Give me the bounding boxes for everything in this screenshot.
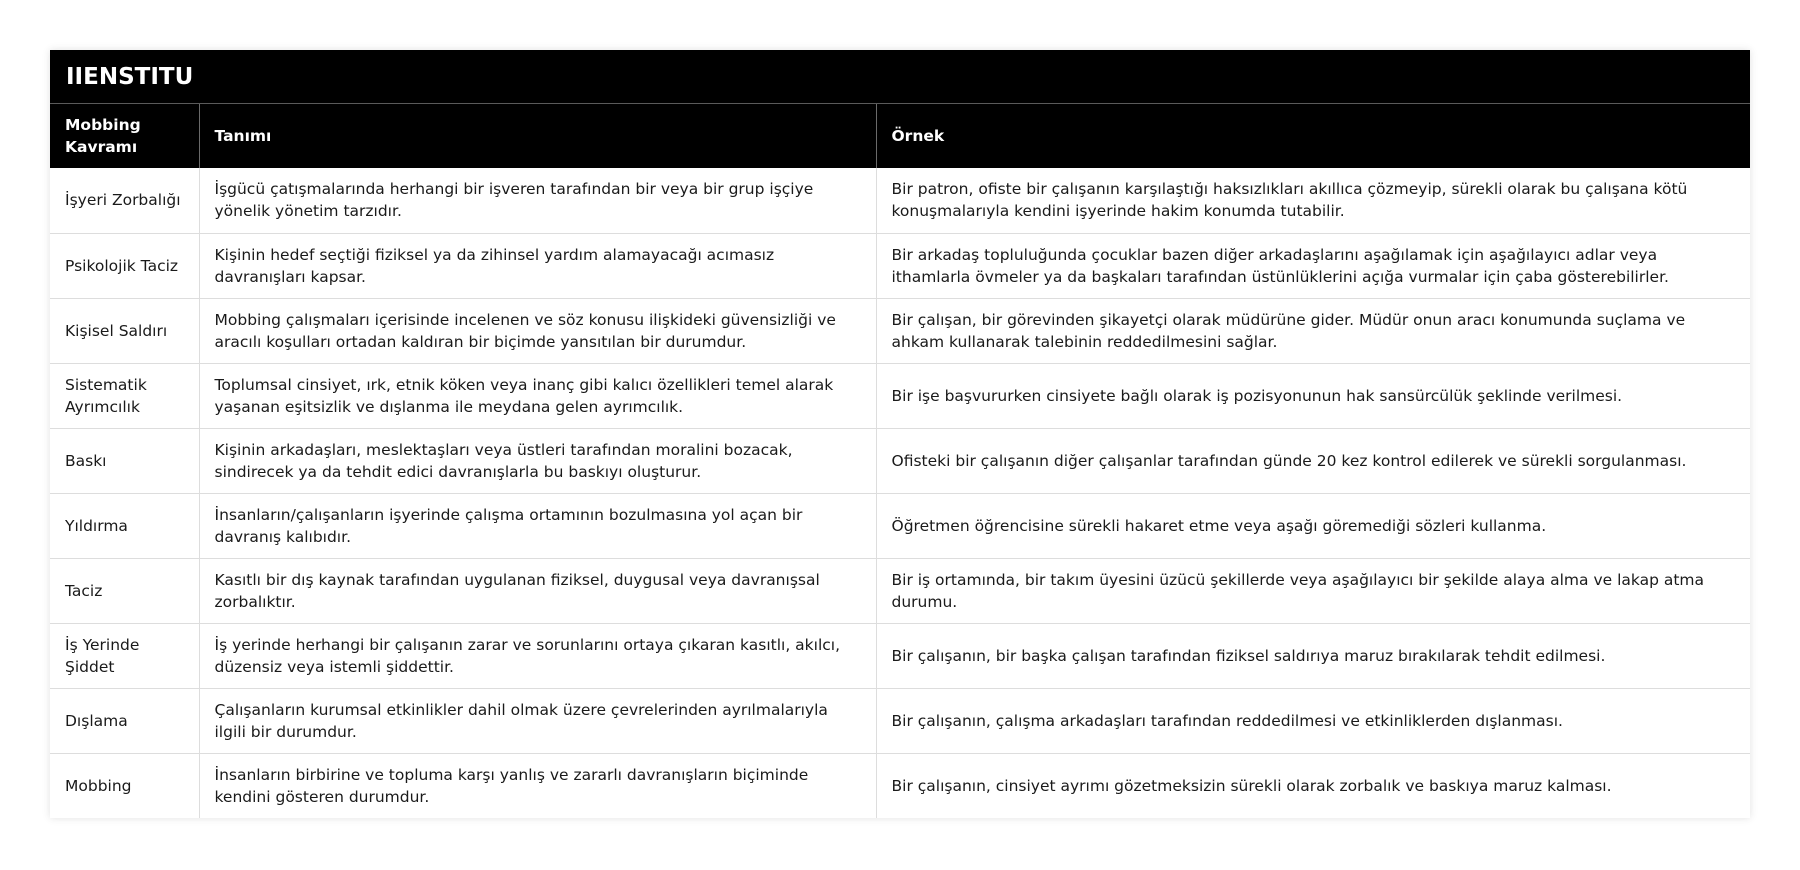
table-row — [50, 623, 1750, 688]
cell-definition: Çalışanların kurumsal etkinlikler dahil olmak üzere çevrelerinden ayrılmalarıyla ilgili bir durumdur. — [199, 688, 876, 753]
cell-concept: Sistematik Ayrımcılık — [50, 363, 199, 428]
cell-definition: Mobbing çalışmaları içerisinde incelenen ve söz konusu ilişkideki güvensizliği ve aracılı koşulları ortadan kaldıran bir biçimde yansıtılan bir durumdur. — [199, 298, 876, 363]
table-row — [50, 428, 1750, 493]
cell-definition: İş yerinde herhangi bir çalışanın zarar ve sorunlarını ortaya çıkaran kasıtlı, akılcı, düzensiz veya istemli şiddettir. — [199, 623, 876, 688]
column-header-definition: Tanımı — [199, 104, 876, 168]
cell-concept: Psikolojik Taciz — [50, 233, 199, 298]
cell-example: Ofisteki bir çalışanın diğer çalışanlar tarafından günde 20 kez kontrol edilerek ve sürekli sorgulanması. — [876, 428, 1750, 493]
cell-example: Bir çalışanın, cinsiyet ayrımı gözetmeksizin sürekli olarak zorbalık ve baskıya maruz kalması. — [876, 753, 1750, 818]
column-header-example: Örnek — [876, 104, 1750, 168]
table-row — [50, 558, 1750, 623]
table-row — [50, 168, 1750, 233]
cell-example: Bir iş ortamında, bir takım üyesini üzücü şekillerde veya aşağılayıcı bir şekilde alaya alma ve lakap atma durumu. — [876, 558, 1750, 623]
cell-concept: Dışlama — [50, 688, 199, 753]
table-row — [50, 363, 1750, 428]
cell-concept: Mobbing — [50, 753, 199, 818]
cell-concept: İş Yerinde Şiddet — [50, 623, 199, 688]
cell-example: Bir arkadaş topluluğunda çocuklar bazen diğer arkadaşlarını aşağılamak için aşağılayıcı adlar veya ithamlarla övmeler ya da başkaları tarafından üstünlüklerini açığa vurmalar için çaba gösterebilirler. — [876, 233, 1750, 298]
cell-concept: Taciz — [50, 558, 199, 623]
cell-example: Bir işe başvururken cinsiyete bağlı olarak iş pozisyonunun hak sansürcülük şeklinde verilmesi. — [876, 363, 1750, 428]
cell-example: Bir patron, ofiste bir çalışanın karşılaştığı haksızlıkları akıllıca çözmeyip, sürekli olarak bu çalışana kötü konuşmalarıyla kendini işyerinde hakim konumda tutabilir. — [891, 180, 1688, 221]
cell-example: Bir çalışan, bir görevinden şikayetçi olarak müdürüne gider. Müdür onun aracı konumunda suçlama ve ahkam kullanarak talebinin reddedilmesini sağlar. — [876, 298, 1750, 363]
table-title: IIENSTITU — [50, 50, 1750, 104]
cell-definition: Kişinin hedef seçtiği fiziksel ya da zihinsel yardım alamayacağı acımasız davranışları kapsar. — [199, 233, 876, 298]
cell-concept: İşyeri Zorbalığı — [50, 168, 199, 233]
table-row — [50, 753, 1750, 818]
cell-concept: Baskı — [50, 428, 199, 493]
mobbing-table-card — [50, 50, 1750, 818]
cell-concept: Yıldırma — [50, 493, 199, 558]
table-row — [50, 233, 1750, 298]
table-row — [50, 688, 1750, 753]
cell-definition: İşgücü çatışmalarında herhangi bir işveren tarafından bir veya bir grup işçiye yönelik yönetim tarzıdır. — [199, 168, 876, 233]
cell-concept: Kişisel Saldırı — [50, 298, 199, 363]
table-row — [50, 493, 1750, 558]
column-header-concept: Mobbing Kavramı — [50, 104, 199, 168]
cell-example: Öğretmen öğrencisine sürekli hakaret etme veya aşağı göremediği sözleri kullanma. — [876, 493, 1750, 558]
table-row — [50, 298, 1750, 363]
cell-definition: İnsanların birbirine ve topluma karşı yanlış ve zararlı davranışların biçiminde kendini gösteren durumdur. — [199, 753, 876, 818]
cell-definition: Toplumsal cinsiyet, ırk, etnik köken veya inanç gibi kalıcı özellikleri temel alarak yaşanan eşitsizlik ve dışlanma ile meydana gelen ayrımcılık. — [199, 363, 876, 428]
table-header-row — [50, 104, 1750, 168]
cell-definition: Kişinin arkadaşları, meslektaşları veya üstleri tarafından moralini bozacak, sindirecek ya da tehdit edici davranışlarla bu baskıyı oluşturur. — [199, 428, 876, 493]
cell-definition: Kasıtlı bir dış kaynak tarafından uygulanan fiziksel, duygusal veya davranışsal zorbalıktır. — [199, 558, 876, 623]
cell-example: Bir çalışanın, bir başka çalışan tarafından fiziksel saldırıya maruz bırakılarak tehdit edilmesi. — [876, 623, 1750, 688]
cell-example: Bir çalışanın, çalışma arkadaşları tarafından reddedilmesi ve etkinliklerden dışlanması. — [876, 688, 1750, 753]
cell-definition: İnsanların/çalışanların işyerinde çalışma ortamının bozulmasına yol açan bir davranış kalıbıdır. — [199, 493, 876, 558]
mobbing-table — [50, 104, 1750, 818]
